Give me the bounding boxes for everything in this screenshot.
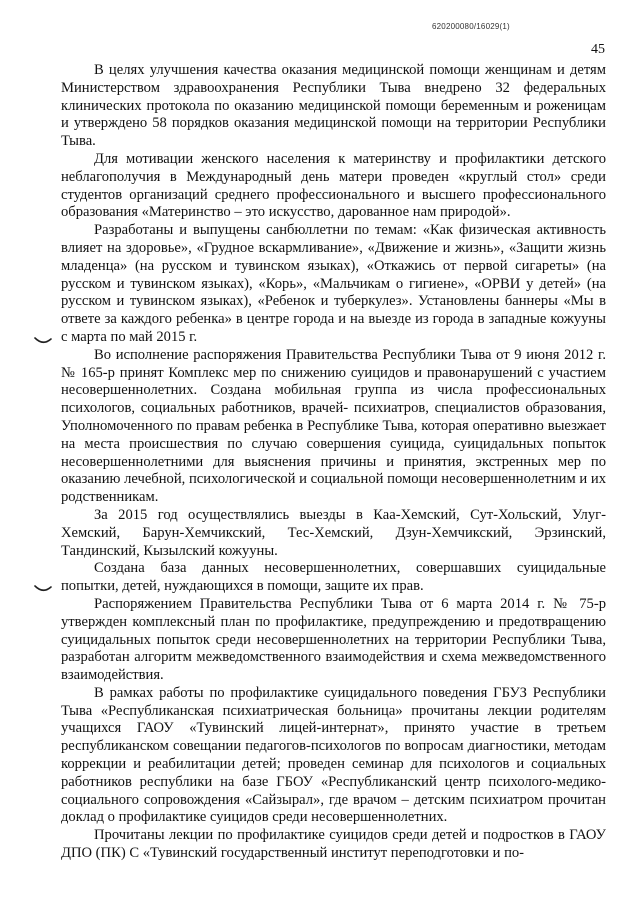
margin-pen-mark-icon bbox=[34, 584, 52, 594]
paragraph-suicide-prevention-measures: Во исполнение распоряжения Правительства Республики Тыва от 9 июня 2012 г. № 165-р принят Комплекс мер по снижению суицидов и правонарушений с участием несовершеннолетних. Создана мобильная группа из числа профессиональных психологов, социальных работников, врачей- психиатров, специалистов образования, Уполномоченного по правам ребенка в Республике Тыва, которая оперативно выезжает на места происшествия по случаю совершения суицида, суицидальных попыток несовершеннолетними для выяснения причины и принятия, экстренных мер по оказанию лечебной, психологической и социальной помощи несовершеннолетним и их родственникам. bbox=[61, 346, 606, 506]
page-number: 45 bbox=[591, 42, 605, 57]
paragraph-psychiatric-hospital-work: В рамках работы по профилактике суицидального поведения ГБУЗ Республики Тыва «Республиканская психиатрическая больница» прочитаны лекции родителям учащихся ГАОУ «Тувинский лицей-интернат», принято участие в третьем республиканском совещании педагогов-психологов по вопросам диагностики, методам коррекции и реабилитации детей; проведен семинар для психологов и социальных работников республики на базе ГБОУ «Республиканский центр психолого-медико-социального сопровождения «Сайзырал», где врачом – детским психиатром прочитан доклад о профилактике суицидов среди несовершеннолетних. bbox=[61, 684, 606, 826]
document-code: 620200080/16029(1) bbox=[432, 22, 510, 31]
paragraph-clinical-protocols: В целях улучшения качества оказания медицинской помощи женщинам и детям Министерством здравоохранения Республики Тыва внедрено 32 федеральных клинических протокола по оказанию медицинской помощи беременным и роженицам и утверждено 58 порядков оказания медицинской помощи на территории Республики Тыва. bbox=[61, 62, 606, 150]
paragraph-health-bulletins: Разработаны и выпущены санбюллетни по темам: «Как физическая активность влияет на здоровье», «Грудное вскармливание», «Движение и жизнь», «Защити жизнь младенца» (на русском и тувинском языках), «Откажись от первой сигареты» (на русском и тувинском языках), «Корь», «Мальчикам о гигиене», «ОРВИ у детей» (на русском и тувинском языках), «Ребенок и туберкулез». Установлены баннеры «Мы в ответе за каждого ребенка» в центре города и на выезде из города в западные кожууны с марта по май 2015 г. bbox=[61, 222, 606, 345]
paragraph-comprehensive-plan: Распоряжением Правительства Республики Тыва от 6 марта 2014 г. № 75-р утвержден комплексный план по профилактике, предупреждению и предотвращению суицидальных попыток среди несовершеннолетних на территории Республики Тыва, разработан алгоритм межведомственного взаимодействия и схема межведомственного взаимодействия. bbox=[61, 595, 606, 684]
paragraph-field-trips-2015: За 2015 год осуществлялись выезды в Каа-Хемский, Сут-Хольский, Улуг-Хемский, Барун-Хемчикский, Тес-Хемский, Дзун-Хемчикский, Эрзинский, Тандинский, Кызылский кожууны. bbox=[61, 506, 606, 559]
paragraph-lectures: Прочитаны лекции по профилактике суицидов среди детей и подростков в ГАОУ ДПО (ПК) С «Тувинский государственный институт переподготовки и по- bbox=[61, 827, 606, 862]
paragraph-round-table: Для мотивации женского населения к материнству и профилактики детского неблагополучия в Международный день матери проведен «круглый стол» среди студентов организаций среднего профессионального и высшего профессионального образования «Материнство – это искусство, дарованное нам природой». bbox=[61, 150, 606, 221]
document-body bbox=[61, 62, 606, 863]
margin-pen-mark-icon bbox=[34, 336, 52, 346]
paragraph-database: Создана база данных несовершеннолетних, совершавших суицидальные попытки, детей, нуждающихся в помощи, защите их прав. bbox=[61, 560, 606, 595]
